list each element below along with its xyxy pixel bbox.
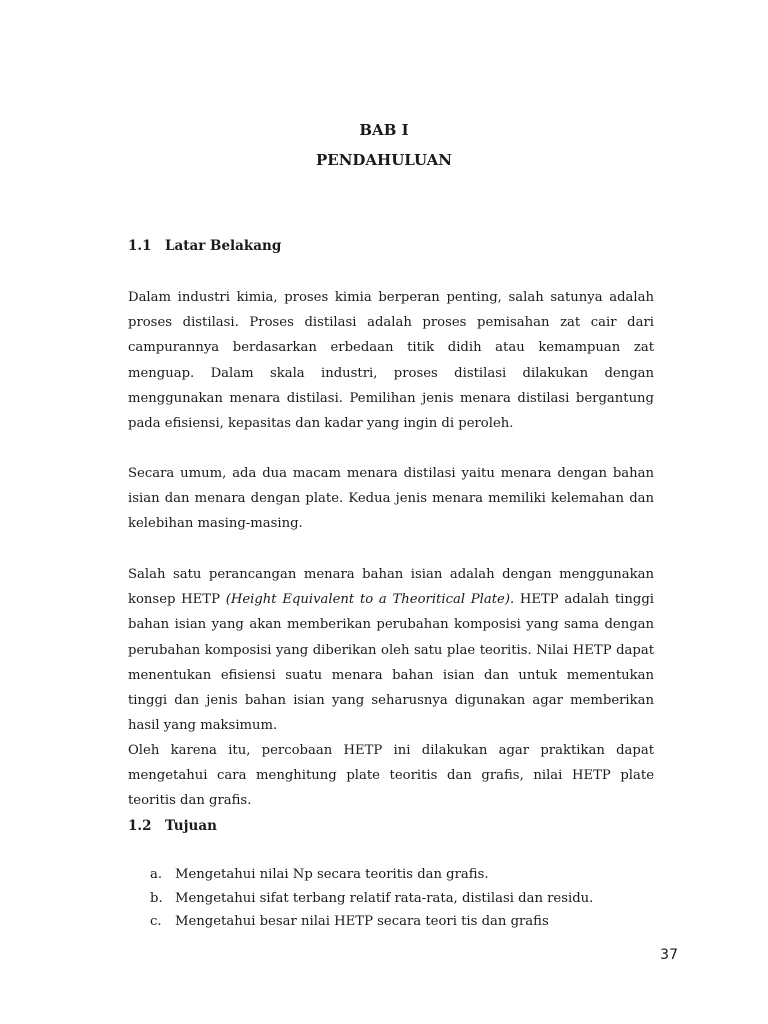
chapter-label: BAB I xyxy=(359,121,409,139)
list-marker: b. xyxy=(150,890,163,906)
paragraph-4: Oleh karena itu, percobaan HETP ini dilakukan agar praktikan dapat mengetahui cara menghitung plate teoritis dan grafis, nilai HETP plate teoritis dan grafis. xyxy=(128,743,654,809)
list-item-text: Mengetahui besar nilai HETP secara teori tis dan grafis xyxy=(175,914,549,929)
list-item-text: Mengetahui sifat terbang relatif rata-rata, distilasi dan residu. xyxy=(175,890,594,906)
list-item xyxy=(150,887,593,911)
section-heading-tujuan xyxy=(128,818,217,834)
section-number: 1.2 xyxy=(128,818,152,834)
list-item-text: Mengetahui nilai Np secara teoritis dan grafis. xyxy=(175,867,489,882)
paragraph-3-text-end: HETP adalah tinggi bahan isian yang akan memberikan perubahan komposisi yang sama dengan perubahan komposisi yang diberikan oleh satu plae teoritis. Nilai HETP dapat menentukan efisiensi suatu menara bahan isian dan untuk mementukan tinggi dan jenis bahan isian yang seharusnya digunakan agar memberikan hasil yang maksimum. xyxy=(128,592,654,734)
page-number: 37 xyxy=(660,947,678,963)
objectives-list xyxy=(150,863,593,934)
chapter-title: PENDAHULUAN xyxy=(315,151,453,169)
paragraph-3-italic-term: (Height Equivalent to a Theoritical Plate). xyxy=(225,592,515,608)
list-item xyxy=(150,863,593,887)
list-marker: c. xyxy=(150,914,162,929)
paragraph-3 xyxy=(128,562,654,738)
paragraph-1: Dalam industri kimia, proses kimia berperan penting, salah satunya adalah proses distilasi. Proses distilasi adalah proses pemisahan zat cair dari campurannya berdasarkan erbedaan titik didih atau kemampuan zat menguap. Dalam skala industri, proses distilasi dilakukan dengan menggunakan menara distilasi. Pemilihan jenis menara distilasi bergantung pada efisiensi, kepasitas dan kadar yang ingin di peroleh. xyxy=(128,290,654,432)
section-number: 1.1 xyxy=(128,238,152,254)
list-marker: a. xyxy=(150,867,163,882)
paragraph-2: Secara umum, ada dua macam menara distilasi yaitu menara dengan bahan isian dan menara dengan plate. Kedua jenis menara memiliki kelemahan dan kelebihan masing-masing. xyxy=(128,466,654,532)
section-title: Latar Belakang xyxy=(165,238,282,254)
section-title: Tujuan xyxy=(165,818,217,834)
section-heading-latar-belakang xyxy=(128,238,281,254)
list-item xyxy=(150,910,593,934)
paragraph-3-text-start: Salah satu perancangan menara bahan isian adalah dengan menggunakan konsep HETP xyxy=(128,567,654,608)
